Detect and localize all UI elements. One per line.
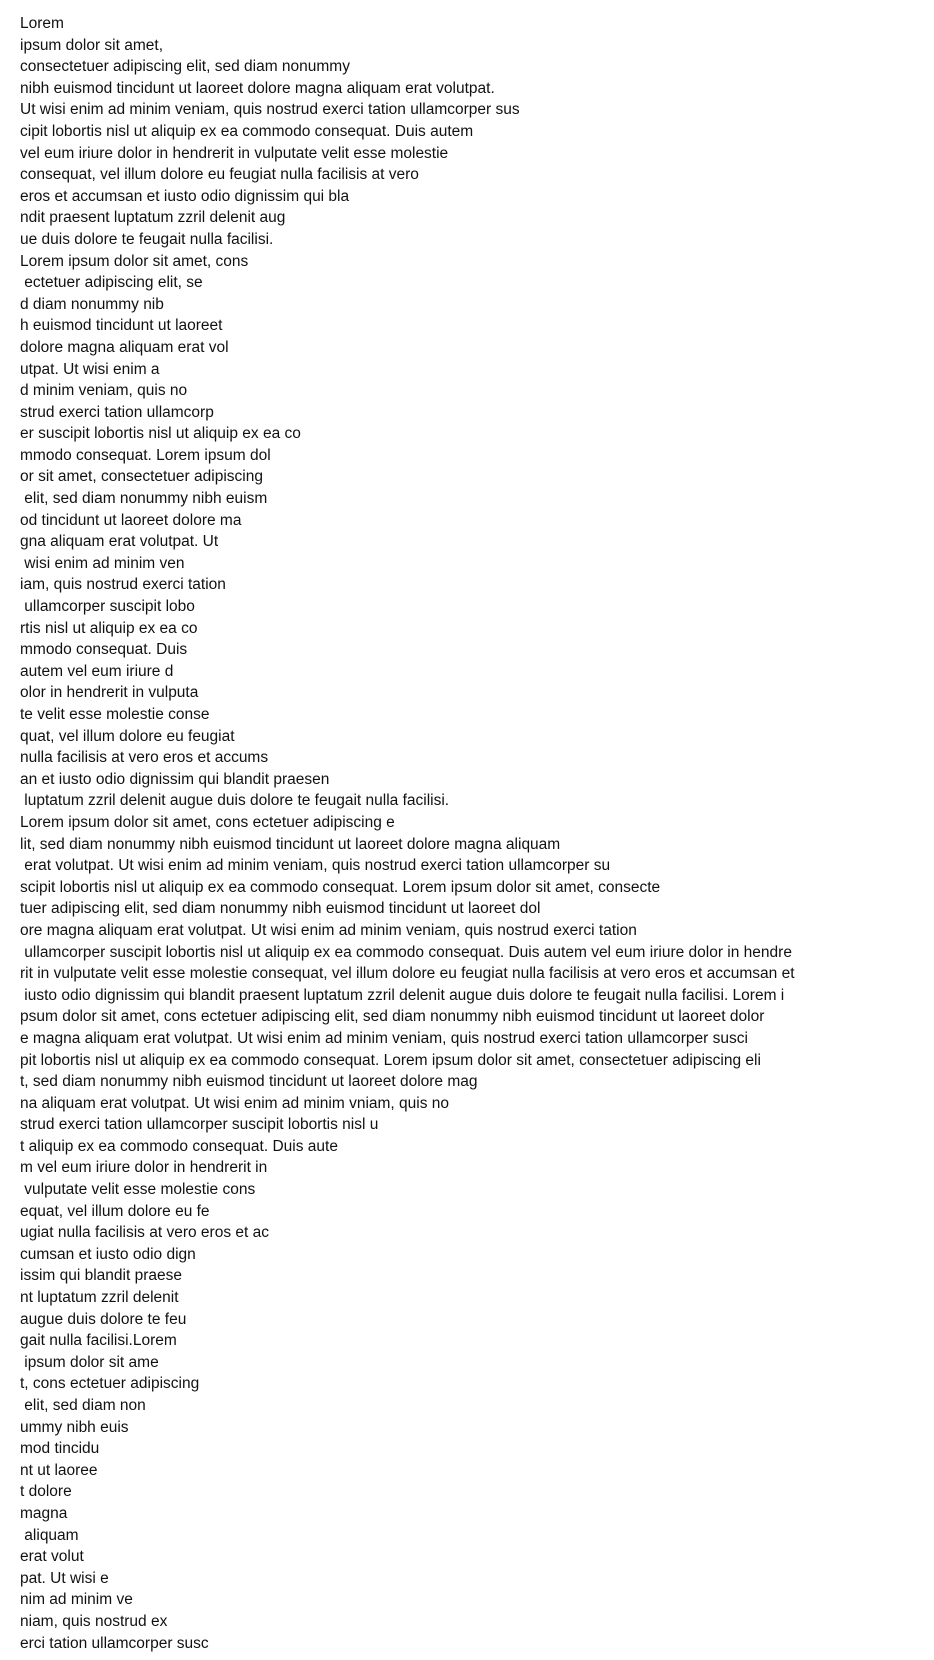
text-line: nt luptatum zzril delenit bbox=[20, 1289, 179, 1307]
text-line: cumsan et iusto odio dign bbox=[20, 1245, 196, 1263]
text-line: an et iusto odio dignissim qui blandit praesen bbox=[20, 770, 330, 788]
text-line: mmodo consequat. Duis bbox=[20, 641, 188, 659]
text-line: erat volutpat. Ut wisi enim ad minim veniam, quis nostrud exerci tation ullamcorper su bbox=[20, 857, 611, 875]
text-line: pit lobortis nisl ut aliquip ex ea commodo consequat. Lorem ipsum dolor sit amet, consectetuer adipiscing eli bbox=[20, 1051, 761, 1069]
text-line: wisi enim ad minim ven bbox=[20, 554, 185, 572]
text-line: Lorem bbox=[20, 15, 64, 32]
text-line: t aliquip ex ea commodo consequat. Duis aute bbox=[20, 1137, 338, 1155]
text-line: ipsum dolor sit ame bbox=[20, 1353, 159, 1371]
text-line: h euismod tincidunt ut laoreet bbox=[20, 317, 223, 335]
text-line: psum dolor sit amet, cons ectetuer adipiscing elit, sed diam nonummy nibh euismod tincidunt ut laoreet dolor bbox=[20, 1008, 765, 1026]
text-line: augue duis dolore te feu bbox=[20, 1310, 187, 1328]
text-line: nim ad minim ve bbox=[20, 1591, 133, 1609]
text-line: vulputate velit esse molestie cons bbox=[20, 1181, 256, 1199]
text-line: ectetuer adipiscing elit, se bbox=[20, 274, 203, 292]
text-line: e magna aliquam erat volutpat. Ut wisi enim ad minim veniam, quis nostrud exerci tation ullamcorper susci bbox=[20, 1029, 748, 1047]
text-line: ullamcorper suscipit lobortis nisl ut aliquip ex ea commodo consequat. Duis autem vel eum iriure dolor in hendre bbox=[20, 943, 792, 961]
text-line: utpat. Ut wisi enim a bbox=[20, 360, 160, 378]
text-line: dolore magna aliquam erat vol bbox=[20, 338, 229, 356]
text-line: rit in vulputate velit esse molestie consequat, vel illum dolore eu feugiat nulla facilisis at vero eros et accumsan et bbox=[20, 965, 795, 983]
text-line: scipit lobortis nisl ut aliquip ex ea commodo consequat. Lorem ipsum dolor sit amet, consecte bbox=[20, 878, 661, 896]
text-line: strud exerci tation ullamcorper suscipit lobortis nisl u bbox=[20, 1116, 379, 1134]
text-line: olor in hendrerit in vulputa bbox=[20, 684, 199, 702]
text-line: d diam nonummy nib bbox=[20, 295, 164, 313]
text-line: er suscipit lobortis nisl ut aliquip ex ea co bbox=[20, 425, 301, 443]
text-line: gait nulla facilisi.Lorem bbox=[20, 1332, 177, 1350]
text-line: issim qui blandit praese bbox=[20, 1267, 182, 1285]
text-line: consequat, vel illum dolore eu feugiat nulla facilisis at vero bbox=[20, 166, 419, 184]
text-line: mod tincidu bbox=[20, 1440, 100, 1458]
text-line: lit, sed diam nonummy nibh euismod tincidunt ut laoreet dolore magna aliquam bbox=[20, 835, 561, 853]
text-line: ummy nibh euis bbox=[20, 1418, 129, 1436]
text-line: vel eum iriure dolor in hendrerit in vulputate velit esse molestie bbox=[20, 144, 449, 162]
text-line: consectetuer adipiscing elit, sed diam nonummy bbox=[20, 58, 350, 76]
text-line: autem vel eum iriure d bbox=[20, 662, 174, 680]
text-line: ndit praesent luptatum zzril delenit aug bbox=[20, 209, 286, 227]
text-line: equat, vel illum dolore eu fe bbox=[20, 1202, 210, 1220]
text-line: cipit lobortis nisl ut aliquip ex ea commodo consequat. Duis autem bbox=[20, 122, 474, 140]
text-line: elit, sed diam non bbox=[20, 1397, 146, 1414]
text-line: na aliquam erat volutpat. Ut wisi enim ad minim vniam, quis no bbox=[20, 1094, 450, 1112]
text-line: or sit amet, consectetuer adipiscing bbox=[20, 468, 263, 486]
text-line: erci tation ullamcorper susc bbox=[20, 1634, 209, 1652]
text-line: t, sed diam nonummy nibh euismod tincidunt ut laoreet dolore mag bbox=[20, 1073, 478, 1091]
text-line: iam, quis nostrud exerci tation bbox=[20, 576, 226, 594]
text-line: gna aliquam erat volutpat. Ut bbox=[20, 533, 219, 551]
text-line: Ut wisi enim ad minim veniam, quis nostrud exerci tation ullamcorper sus bbox=[20, 101, 520, 119]
text-line: strud exerci tation ullamcorp bbox=[20, 403, 214, 421]
document-body bbox=[20, 13, 920, 1654]
text-line: luptatum zzril delenit augue duis dolore te feugait nulla facilisi. bbox=[20, 792, 450, 810]
text-line: m vel eum iriure dolor in hendrerit in bbox=[20, 1159, 268, 1177]
text-line: tuer adipiscing elit, sed diam nonummy nibh euismod tincidunt ut laoreet dol bbox=[20, 900, 541, 918]
text-line: d minim veniam, quis no bbox=[20, 382, 188, 400]
text-line: rtis nisl ut aliquip ex ea co bbox=[20, 619, 198, 637]
text-line: Lorem ipsum dolor sit amet, cons ectetuer adipiscing e bbox=[20, 813, 395, 831]
text-line: nt ut laoree bbox=[20, 1461, 98, 1479]
text-line: ore magna aliquam erat volutpat. Ut wisi enim ad minim veniam, quis nostrud exerci tation bbox=[20, 921, 637, 939]
text-line: elit, sed diam nonummy nibh euism bbox=[20, 490, 268, 508]
text-line: aliquam bbox=[20, 1526, 79, 1544]
text-line: od tincidunt ut laoreet dolore ma bbox=[20, 511, 242, 529]
text-line: erat volut bbox=[20, 1548, 84, 1566]
text-line: ugiat nulla facilisis at vero eros et ac bbox=[20, 1224, 269, 1242]
text-line: ue duis dolore te feugait nulla facilisi. bbox=[20, 230, 274, 248]
text-line: mmodo consequat. Lorem ipsum dol bbox=[20, 446, 271, 464]
text-line: quat, vel illum dolore eu feugiat bbox=[20, 727, 235, 745]
text-line: Lorem ipsum dolor sit amet, cons bbox=[20, 252, 249, 270]
text-line: nibh euismod tincidunt ut laoreet dolore magna aliquam erat volutpat. bbox=[20, 79, 495, 97]
text-line: te velit esse molestie conse bbox=[20, 706, 210, 723]
text-line: eros et accumsan et iusto odio dignissim qui bla bbox=[20, 187, 350, 205]
text-line: ullamcorper suscipit lobo bbox=[20, 598, 195, 616]
text-line: iusto odio dignissim qui blandit praesent luptatum zzril delenit augue duis dolore te feugait nulla facilisi. Lorem i bbox=[20, 986, 785, 1004]
text-line: magna bbox=[20, 1504, 68, 1522]
text-line: ipsum dolor sit amet, bbox=[20, 36, 163, 54]
text-line: t dolore bbox=[20, 1483, 72, 1501]
text-line: nulla facilisis at vero eros et accums bbox=[20, 749, 269, 767]
text-line: niam, quis nostrud ex bbox=[20, 1612, 168, 1630]
text-line: t, cons ectetuer adipiscing bbox=[20, 1375, 200, 1393]
text-line: pat. Ut wisi e bbox=[20, 1569, 109, 1587]
